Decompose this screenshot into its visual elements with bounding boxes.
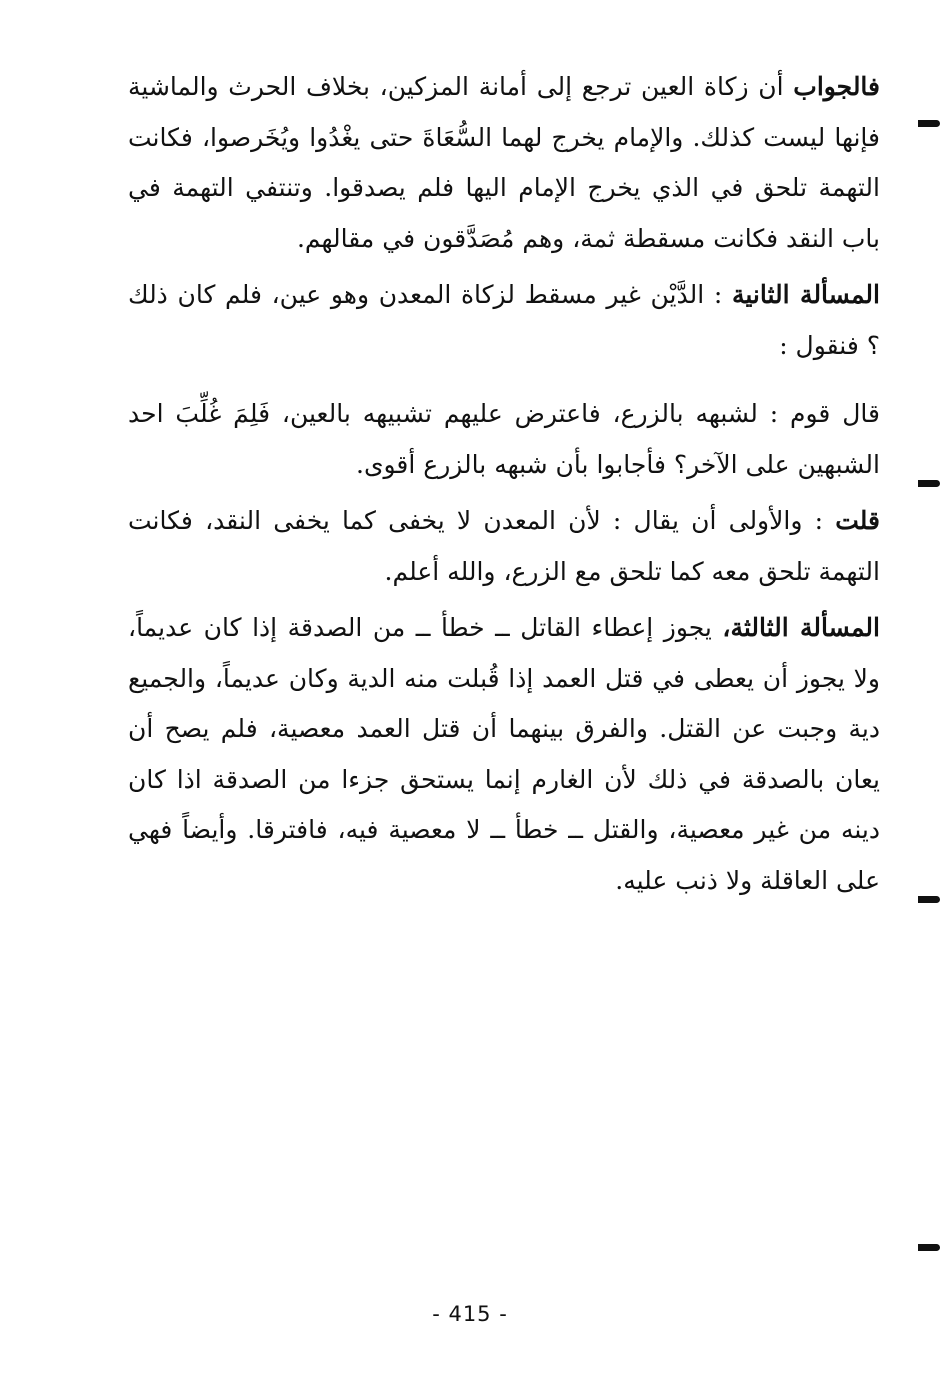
scan-edge-mark [918, 480, 940, 487]
paragraph-text: : والأولى أن يقال : لأن المعدن لا يخفى كما يخفى النقد، فكانت التهمة تلحق معه كما تلحق مع الزرع، والله أعلم. [128, 506, 880, 586]
paragraph-heading: المسألة الثانية [731, 280, 880, 309]
paragraph-text: قال قوم : لشبهه بالزرع، فاعترض عليهم تشبيهه بالعين، فَلِمَ غُلِّبَ احد الشبهين على الآخر؟ فأجابوا بأن شبهه بالزرع أقوى. [128, 399, 880, 479]
paragraph-qawm [128, 389, 880, 490]
paragraph-heading: قلت [835, 506, 880, 535]
paragraph-text: أن زكاة العين ترجع إلى أمانة المزكين، بخلاف الحرث والماشية فإنها ليست كذلك. والإمام يخرج لهما السُّعَاةَ حتى يغْدُوا ويُخَرصوا، فكانت التهمة تلحق في الذي يخرج الإمام اليها فلم يصدقوا. وتنتفي التهمة في باب النقد فكانت مسقطة ثمة، وهم مُصَدَّقون في مقالهم. [128, 72, 880, 253]
paragraph-answer [128, 62, 880, 264]
paragraph-heading: فالجواب [793, 72, 880, 101]
paragraph-third-issue [128, 603, 880, 906]
scan-edge-mark [918, 120, 940, 127]
body-text [128, 62, 880, 906]
paragraph-qultu [128, 496, 880, 597]
paragraph-second-issue [128, 270, 880, 371]
paragraph-text: يجوز إعطاء القاتل ــ خطأ ــ من الصدقة إذا كان عديماً، ولا يجوز أن يعطى في قتل العمد إذا قُبلت منه الدية وكان عديماً، والجميع دية وجبت عن القتل. والفرق بينهما أن قتل العمد معصية، فلم يصح أن يعان بالصدقة في ذلك لأن الغارم إنما يستحق جزءا من الصدقة اذا كان دينه من غير معصية، والقتل ــ خطأ ــ لا معصية فيه، فافترقا. وأيضاً فهي على العاقلة ولا ذنب عليه. [128, 613, 880, 895]
scan-edge-mark [918, 896, 940, 903]
paragraph-heading: المسألة الثالثة، [722, 613, 880, 642]
page-number: - 415 - [432, 1302, 508, 1326]
paragraph-text: : الدَّيْن غير مسقط لزكاة المعدن وهو عين، فلم كان ذلك ؟ فنقول : [128, 280, 880, 360]
scan-edge-mark [918, 1244, 940, 1251]
